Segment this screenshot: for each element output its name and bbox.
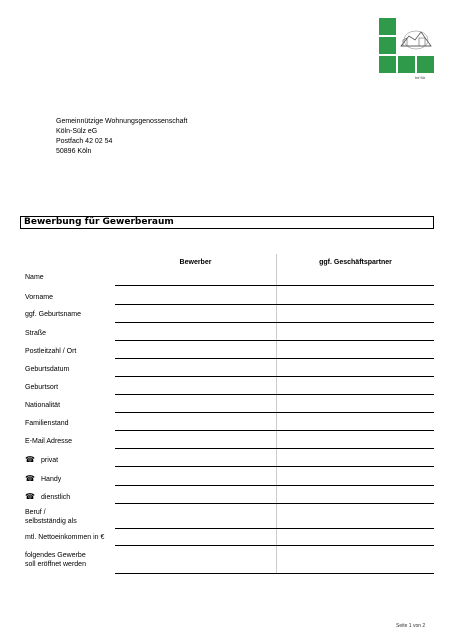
column-header-geschaeftspartner: ggf. Geschäftspartner xyxy=(319,259,392,266)
row-label-text: Handy xyxy=(41,476,62,483)
field-line-geburtsort[interactable] xyxy=(115,394,434,395)
field-line-plz-ort[interactable] xyxy=(115,358,434,359)
field-line-handy[interactable] xyxy=(115,485,434,486)
row-label-nettoeinkommen: mtl. Nettoeinkommen in € xyxy=(25,534,105,541)
field-line-name[interactable] xyxy=(115,285,434,286)
field-line-strasse[interactable] xyxy=(115,340,434,341)
column-header-bewerber: Bewerber xyxy=(179,259,212,266)
row-label-email: E-Mail Adresse xyxy=(25,438,73,445)
address-line: Köln-Sülz eG xyxy=(56,128,98,135)
green-checker-logo xyxy=(379,18,434,73)
row-label-name: Name xyxy=(25,274,44,281)
logo-subtitle: Inf für xyxy=(415,75,426,80)
row-label-plz-ort: Postleitzahl / Ort xyxy=(25,348,77,355)
row-label-familienstand: Familienstand xyxy=(25,420,69,427)
field-line-vorname[interactable] xyxy=(115,304,434,305)
field-line-nettoeinkommen[interactable] xyxy=(115,545,434,546)
address-line: Postfach 42 02 54 xyxy=(56,138,113,145)
row-label-privat xyxy=(25,455,58,465)
row-label-strasse: Straße xyxy=(25,330,47,337)
row-label-geburtsort: Geburtsort xyxy=(25,384,59,391)
phone-icon: ☎ xyxy=(25,492,35,501)
field-line-geburtsdatum[interactable] xyxy=(115,376,434,377)
address-block xyxy=(56,117,187,157)
row-label-line: soll eröffnet werden xyxy=(25,561,86,568)
column-divider xyxy=(276,254,277,574)
field-line-familienstand[interactable] xyxy=(115,430,434,431)
row-label-gewerbe xyxy=(25,551,86,569)
row-label-text: privat xyxy=(41,457,59,464)
house-emblem-icon xyxy=(398,18,434,54)
row-label-geburtsname: ggf. Geburtsname xyxy=(25,311,82,318)
field-line-dienstlich[interactable] xyxy=(115,503,434,504)
form-title: Bewerbung für Gewerberaum xyxy=(20,216,434,229)
field-line-nationalitaet[interactable] xyxy=(115,412,434,413)
row-label-dienstlich xyxy=(25,492,70,502)
row-label-line: Beruf / xyxy=(25,509,46,516)
page-number: Seite 1 von 2 xyxy=(396,623,426,629)
field-line-privat[interactable] xyxy=(115,466,434,467)
address-line: 50896 Köln xyxy=(56,148,92,155)
row-label-line: selbstständig als xyxy=(25,518,77,525)
phone-icon: ☎ xyxy=(25,455,35,464)
row-label-vorname: Vorname xyxy=(25,294,54,301)
row-label-geburtsdatum: Geburtsdatum xyxy=(25,366,70,373)
field-line-geburtsname[interactable] xyxy=(115,322,434,323)
row-label-text: dienstlich xyxy=(41,494,71,501)
field-line-gewerbe[interactable] xyxy=(115,573,434,574)
row-label-beruf xyxy=(25,508,77,526)
field-line-email[interactable] xyxy=(115,448,434,449)
row-label-line: folgendes Gewerbe xyxy=(25,552,86,559)
phone-icon: ☎ xyxy=(25,474,35,483)
row-label-nationalitaet: Nationalität xyxy=(25,402,61,409)
address-line: Gemeinnützige Wohnungsgenossenschaft xyxy=(56,118,188,125)
field-line-beruf[interactable] xyxy=(115,528,434,529)
row-label-handy xyxy=(25,474,61,484)
